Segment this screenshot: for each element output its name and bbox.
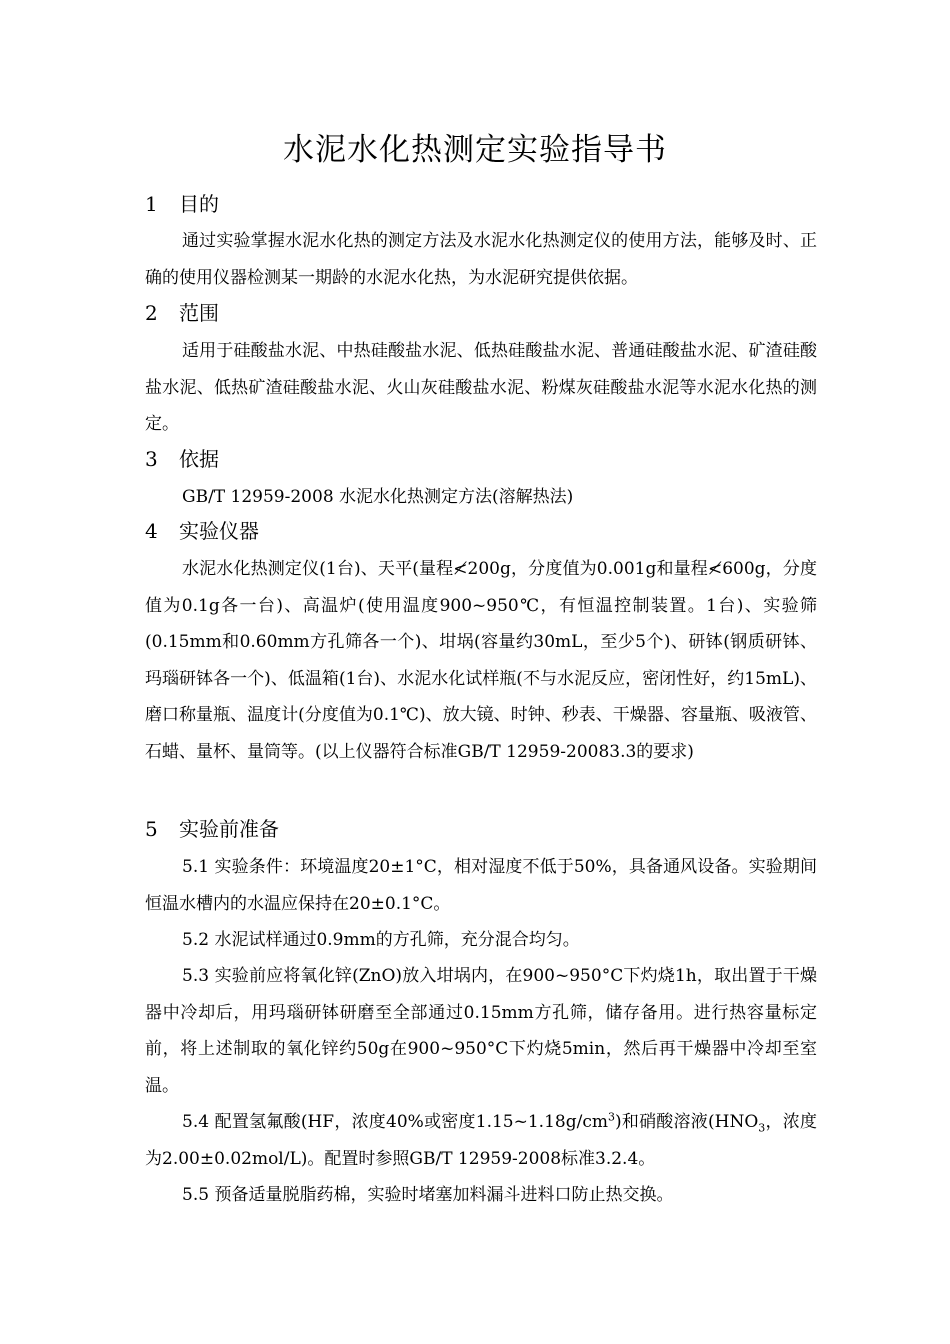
section-title: 目的 <box>179 192 219 216</box>
text-run: 5.4 配置氢氟酸(HF，浓度40%或密度1.15~1.18g/cm <box>182 1112 608 1132</box>
paragraph-purpose: 通过实验掌握水泥水化热的测定方法及水泥水化热测定仪的使用方法，能够及时、正确的使用仪器检测某一期龄的水泥水化热，为水泥研究提供依据。 <box>145 231 817 288</box>
section-title: 实验前准备 <box>179 817 279 841</box>
section-number: 5 <box>145 817 158 841</box>
section-number: 1 <box>145 192 158 216</box>
section-heading-4 <box>145 516 259 546</box>
paragraph-scope: 适用于硅酸盐水泥、中热硅酸盐水泥、低热硅酸盐水泥、普通硅酸盐水泥、矿渣硅酸盐水泥、低热矿渣硅酸盐水泥、火山灰硅酸盐水泥、粉煤灰硅酸盐水泥等水泥水化热的测定。 <box>145 341 817 434</box>
text-run: )和硝酸溶液(HNO <box>614 1112 759 1132</box>
subscript: 3 <box>758 1121 766 1135</box>
section-number: 2 <box>145 301 158 325</box>
document-title: 水泥水化热测定实验指导书 <box>283 132 667 168</box>
paragraph-5-1: 5.1 实验条件：环境温度20±1°C，相对湿度不低于50%，具备通风设备。实验期间恒温水槽内的水温应保持在20±0.1°C。 <box>145 857 817 914</box>
paragraph-5-3: 5.3 实验前应将氧化锌(ZnO)放入坩埚内，在900~950°C下灼烧1h，取出置于干燥器中冷却后，用玛瑙研钵研磨至全部通过0.15mm方孔筛，储存备用。进行热容量标定前，将上述制取的氧化锌约50g在900~950°C下灼烧5min，然后再干燥器中冷却至室温。 <box>145 966 817 1096</box>
section-title: 实验仪器 <box>179 519 259 543</box>
section-heading-2 <box>145 298 219 328</box>
superscript: 3 <box>607 1110 615 1124</box>
paragraph-5-5: 5.5 预备适量脱脂药棉，实验时堵塞加料漏斗进料口防止热交换。 <box>182 1185 674 1205</box>
section-title: 范围 <box>179 301 219 325</box>
text-run: ，浓度为2.00±0.02mol/L)。配置时参照GB/T 12959-2008标准3.2.4。 <box>145 1112 817 1169</box>
section-heading-1 <box>145 189 219 219</box>
paragraph-5-2: 5.2 水泥试样通过0.9mm的方孔筛，充分混合均匀。 <box>182 930 580 950</box>
paragraph-instruments: 水泥水化热测定仪(1台)、天平(量程≮200g，分度值为0.001g和量程≮600g，分度值为0.1g各一台)、高温炉(使用温度900~950℃，有恒温控制装置。1台)、实验筛(0.15mm和0.60mm方孔筛各一个)、坩埚(容量约30mL，至少5个)、研钵(钢质研钵、玛瑙研钵各一个)、低温箱(1台)、水泥水化试样瓶(不与水泥反应，密闭性好，约15mL)、磨口称量瓶、温度计(分度值为0.1℃)、放大镜、时钟、秒表、干燥器、容量瓶、吸液管、石蜡、量杯、量筒等。(以上仪器符合标准GB/T 12959-20083.3的要求) <box>145 559 817 762</box>
section-heading-3 <box>145 444 219 474</box>
paragraph-basis: GB/T 12959-2008 水泥水化热测定方法(溶解热法) <box>182 487 574 507</box>
section-number: 3 <box>145 447 158 471</box>
section-number: 4 <box>145 519 158 543</box>
paragraph-5-4 <box>145 1104 817 1177</box>
section-heading-5 <box>145 814 279 844</box>
section-title: 依据 <box>179 447 219 471</box>
